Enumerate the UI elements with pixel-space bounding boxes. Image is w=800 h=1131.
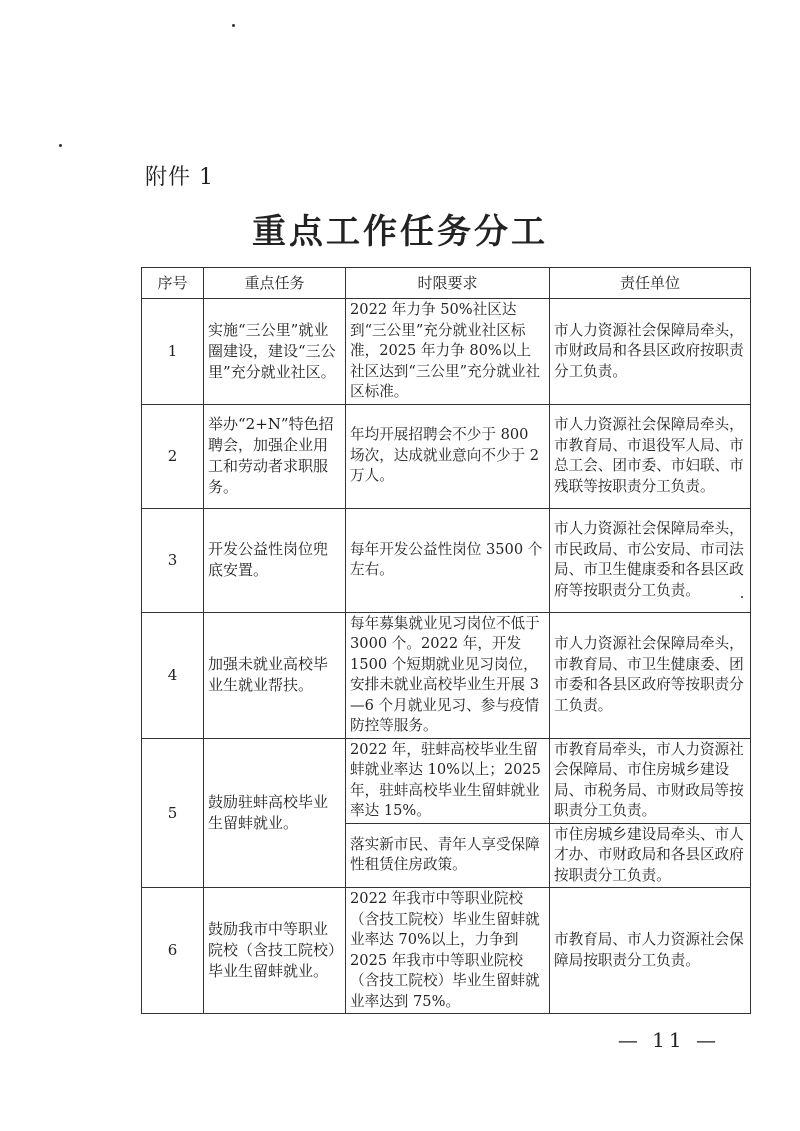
row-task: 实施“三公里”就业圈建设，建设“三公里”充分就业社区。 <box>204 299 346 405</box>
table-row <box>142 738 751 823</box>
row-units: 市人力资源社会保障局牵头，市民政局、市公安局、市司法局、市卫生健康委和各县区政府等按职责分工负责。 <box>550 508 751 612</box>
table-row <box>142 508 751 612</box>
row-deadline: 每年开发公益性岗位 3500 个左右。 <box>346 508 550 612</box>
row-deadline: 2022 年力争 50%社区达到“三公里”充分就业社区标准，2025 年力争 80%以上社区达到“三公里”充分就业社区标准。 <box>346 299 550 405</box>
row-task: 举办“2+N”特色招聘会，加强企业用工和劳动者求职服务。 <box>204 404 346 508</box>
row-task: 加强未就业高校毕业生就业帮扶。 <box>204 612 346 738</box>
row-deadline: 2022 年，驻蚌高校毕业生留蚌就业率达 10%以上；2025 年，驻蚌高校毕业生留蚌就业率达 15%。 <box>346 738 550 823</box>
row-units: 市人力资源社会保障局牵头，市教育局、市退役军人局、市总工会、团市委、市妇联、市残联等按职责分工负责。 <box>550 404 751 508</box>
table-header-row <box>142 268 751 299</box>
row-number: 6 <box>142 888 204 1014</box>
row-deadline: 落实新市民、青年人享受保障性租赁住房政策。 <box>346 823 550 888</box>
header-seq: 序号 <box>142 268 204 299</box>
table-row <box>142 404 751 508</box>
row-number: 4 <box>142 612 204 738</box>
task-table <box>141 267 751 1014</box>
attachment-label: 附件 1 <box>145 165 214 190</box>
row-number: 3 <box>142 508 204 612</box>
page-title: 重点工作任务分工 <box>252 212 548 252</box>
scan-speck <box>59 144 62 147</box>
table-row <box>142 888 751 1014</box>
row-number: 2 <box>142 404 204 508</box>
row-units: 市人力资源社会保障局牵头，市财政局和各县区政府按职责分工负责。 <box>550 299 751 405</box>
row-number: 5 <box>142 738 204 888</box>
row-units: 市教育局牵头，市人力资源社会保障局、市住房城乡建设局、市税务局、市财政局等按职责分工负责。 <box>550 738 751 823</box>
row-deadline: 每年募集就业见习岗位不低于 3000 个。2022 年，开发 1500 个短期就业见习岗位，安排未就业高校毕业生开展 3—6 个月就业见习、参与疫情防控等服务。 <box>346 612 550 738</box>
row-number: 1 <box>142 299 204 405</box>
row-units: 市人力资源社会保障局牵头，市教育局、市卫生健康委、团市委和各县区政府等按职责分工负责。 <box>550 612 751 738</box>
row-task: 开发公益性岗位兜底安置。 <box>204 508 346 612</box>
row-units: 市住房城乡建设局牵头、市人才办、市财政局和各县区政府按职责分工负责。 <box>550 823 751 888</box>
row-deadline: 2022 年我市中等职业院校（含技工院校）毕业生留蚌就业率达 70%以上，力争到 2025 年我市中等职业院校（含技工院校）毕业生留蚌就业率达到 75%。 <box>346 888 550 1014</box>
header-deadline: 时限要求 <box>346 268 550 299</box>
page-number: — 11 — <box>617 1028 720 1052</box>
header-task: 重点任务 <box>204 268 346 299</box>
table-row <box>142 612 751 738</box>
scan-speck <box>232 24 235 27</box>
row-task: 鼓励驻蚌高校毕业生留蚌就业。 <box>204 738 346 888</box>
row-task: 鼓励我市中等职业院校（含技工院校）毕业生留蚌就业。 <box>204 888 346 1014</box>
header-units: 责任单位 <box>550 268 751 299</box>
row-units: 市教育局、市人力资源社会保障局按职责分工负责。 <box>550 888 751 1014</box>
row-deadline: 年均开展招聘会不少于 800 场次，达成就业意向不少于 2 万人。 <box>346 404 550 508</box>
table-row <box>142 299 751 405</box>
